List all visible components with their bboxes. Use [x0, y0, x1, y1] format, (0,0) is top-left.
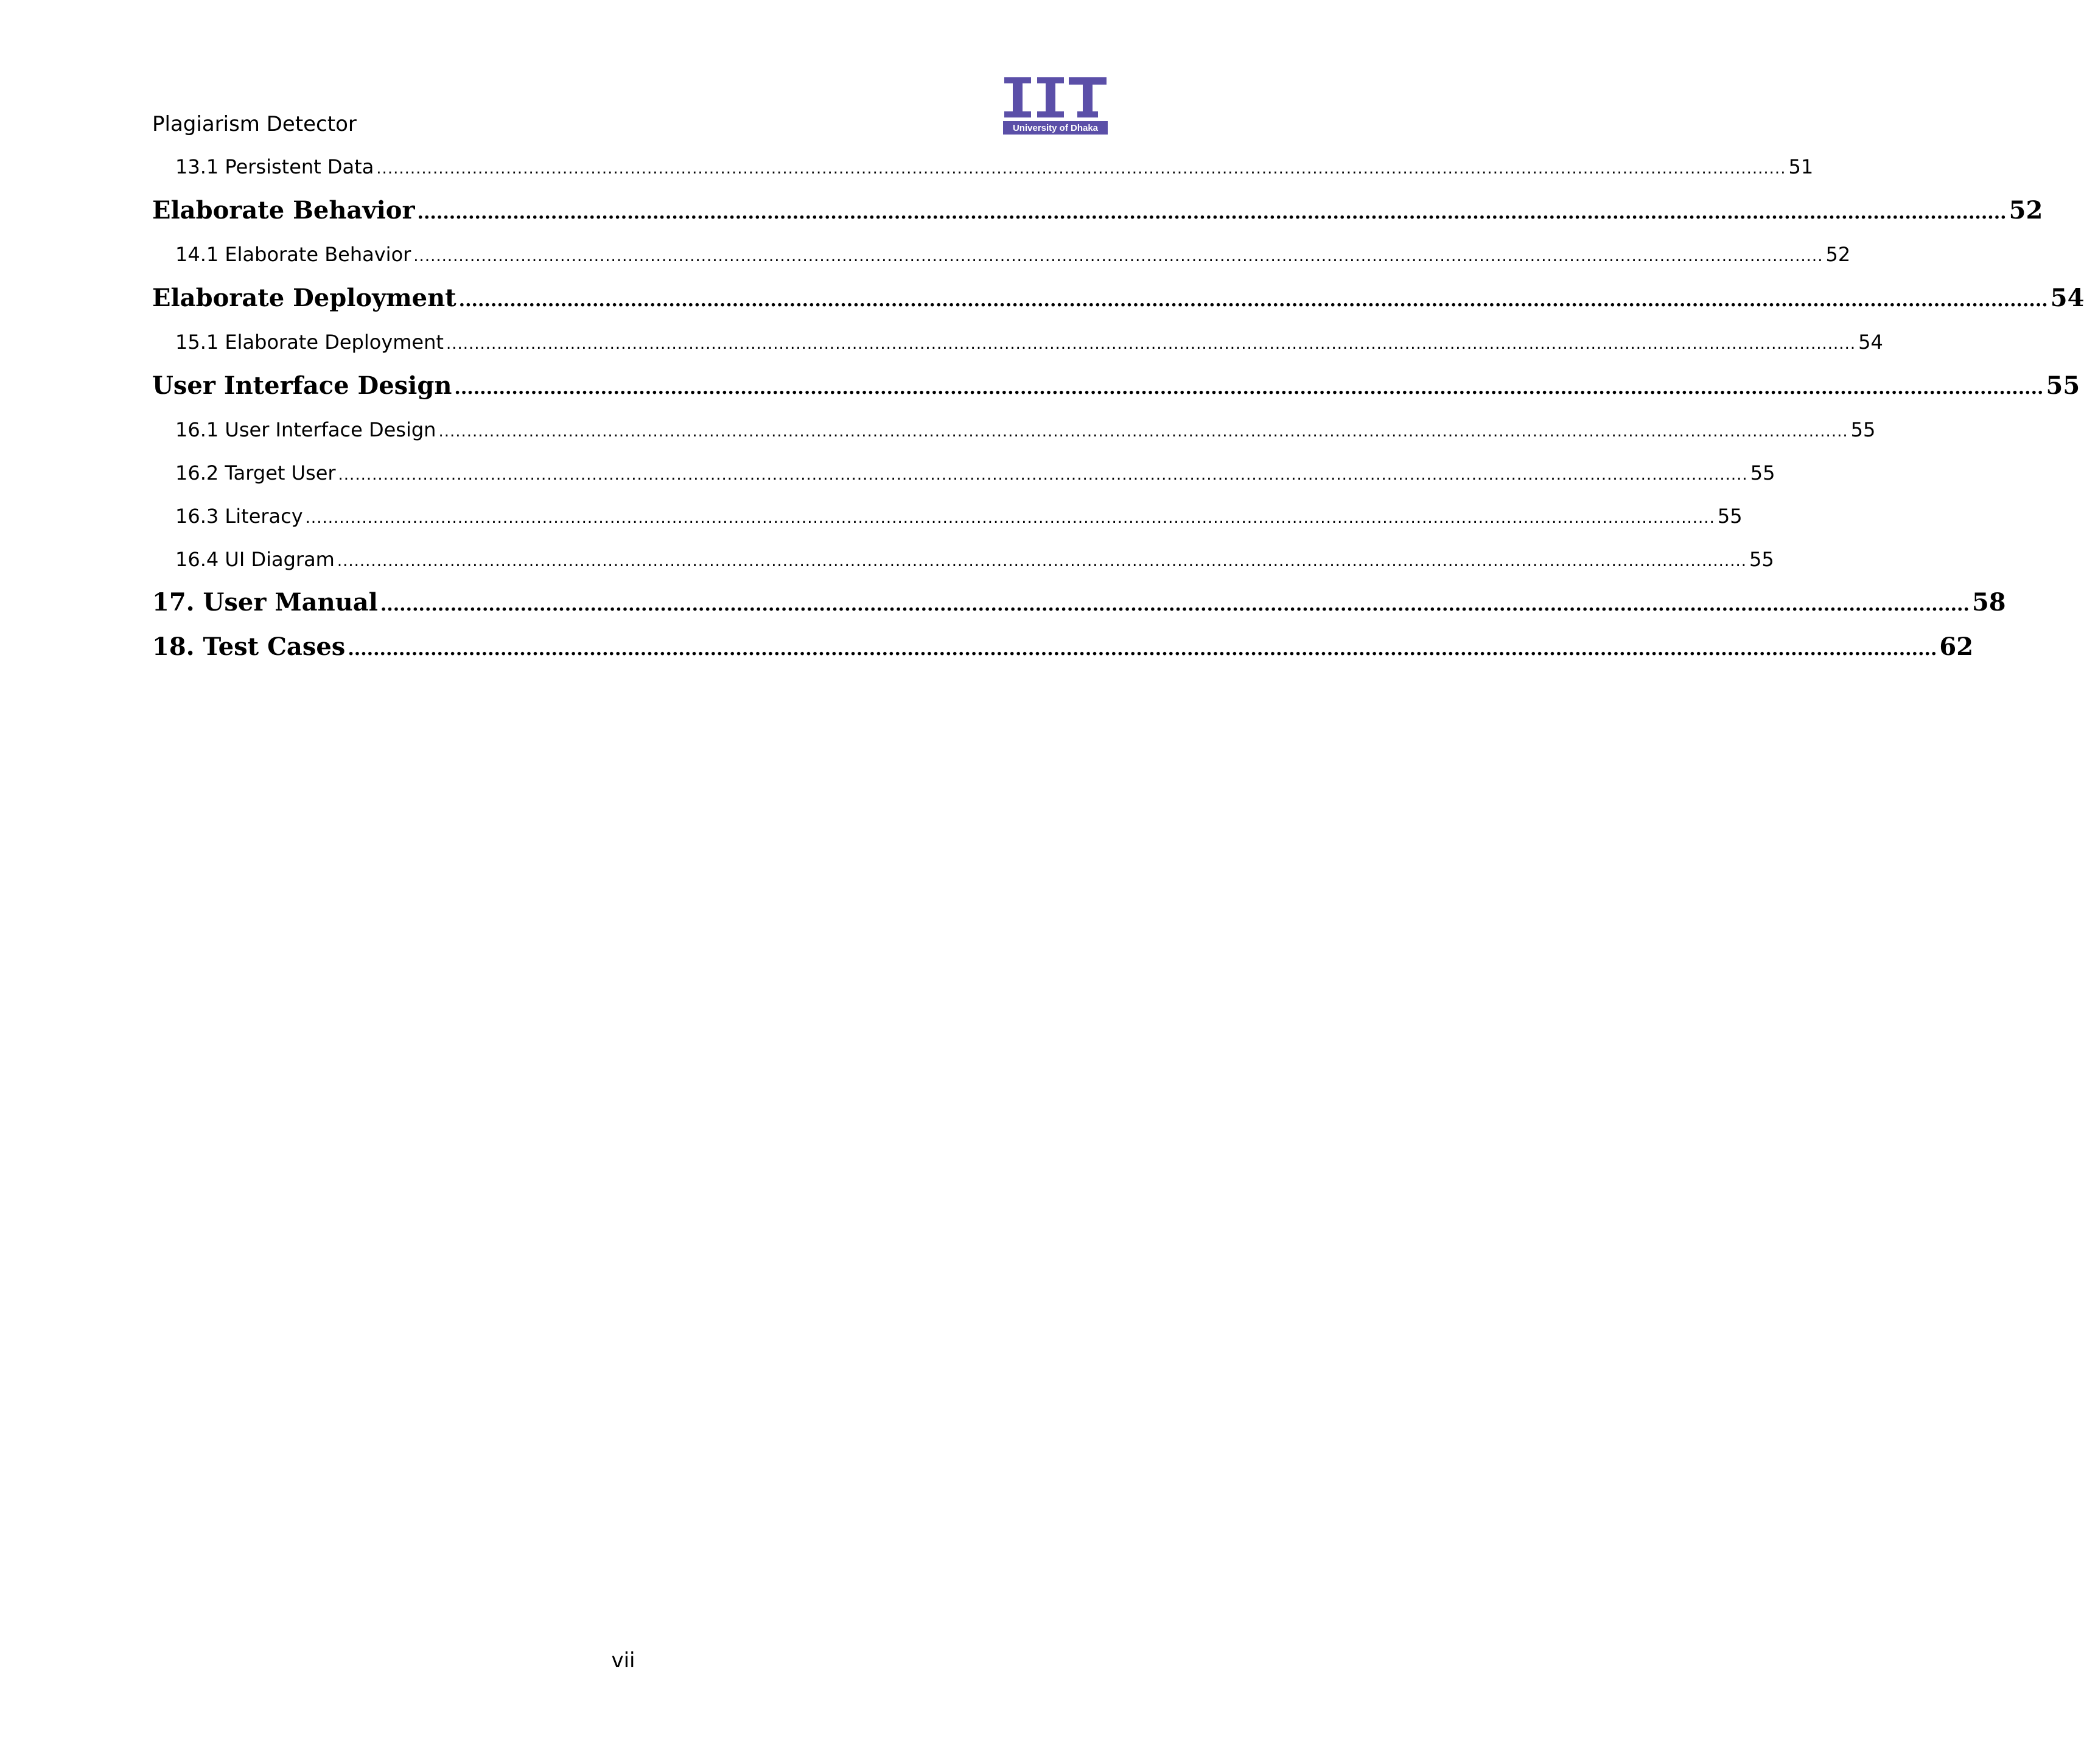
toc-entry-label: 16.4 UI Diagram [175, 548, 335, 571]
iit-logo [1003, 76, 1108, 135]
toc-entry-label: User Interface Design [152, 371, 452, 400]
document-header-title: Plagiarism Detector [152, 112, 357, 136]
toc-dot-leader: .......................................................................................................................................................................................................................................................... [380, 594, 1970, 615]
toc-entry-page: 51 [1788, 155, 1814, 178]
toc-entry-page: 54 [1858, 331, 1883, 354]
toc-entry-page: 55 [1850, 418, 1876, 441]
toc-dot-leader: .......................................................................................................................................................................................................................................................... [417, 202, 2007, 223]
toc-entry-page: 55 [1749, 548, 1774, 571]
toc-dot-leader: .......................................................................................................................................................................................................................................................... [458, 290, 2048, 311]
toc-entry [152, 195, 2043, 226]
toc-entry-label: 14.1 Elaborate Behavior [175, 243, 411, 266]
toc-entry [152, 282, 2084, 314]
toc-entry-label: 18. Test Cases [152, 632, 346, 661]
toc-entry [175, 416, 1876, 443]
toc-entry [152, 370, 2080, 402]
toc-entry-label: 16.3 Literacy [175, 505, 303, 528]
toc-entry [175, 503, 1743, 530]
toc-entry-label: 16.1 User Interface Design [175, 418, 436, 441]
toc-entry [175, 153, 1814, 180]
toc-entry [175, 241, 1851, 268]
toc-dot-leader: .......................................................................................................................................................................................................................................................... [438, 422, 1848, 441]
toc-entry-page: 52 [1825, 243, 1851, 266]
toc-entry [175, 546, 1774, 573]
logo-subtext: University of Dhaka [1012, 123, 1099, 133]
toc-dot-leader: .......................................................................................................................................................................................................................................................... [376, 159, 1786, 178]
toc-entry-label: Elaborate Deployment [152, 284, 456, 312]
toc-dot-leader: .......................................................................................................................................................................................................................................................... [454, 377, 2044, 399]
toc-entry [152, 631, 1974, 663]
toc-entry-page: 52 [2009, 196, 2043, 225]
toc-entry-label: 16.2 Target User [175, 461, 336, 485]
toc-entry-page: 55 [2046, 371, 2080, 400]
toc-entry-label: 17. User Manual [152, 588, 378, 617]
toc-entry-label: 15.1 Elaborate Deployment [175, 331, 444, 354]
toc-entry-page: 55 [1717, 505, 1743, 528]
toc-entry-label: Elaborate Behavior [152, 196, 415, 225]
toc-entry [152, 587, 2006, 618]
toc-dot-leader: .......................................................................................................................................................................................................................................................... [446, 335, 1856, 353]
toc-entry-page: 58 [1971, 588, 2006, 617]
toc-entry-page: 55 [1750, 461, 1775, 485]
toc-dot-leader: .......................................................................................................................................................................................................................................................... [348, 639, 1937, 660]
toc-dot-leader: .......................................................................................................................................................................................................................................................... [413, 247, 1824, 265]
toc-entry-page: 54 [2050, 284, 2084, 312]
toc-dot-leader: .......................................................................................................................................................................................................................................................... [337, 552, 1747, 570]
page-number: vii [611, 1648, 635, 1673]
toc-dot-leader: .......................................................................................................................................................................................................................................................... [338, 466, 1748, 484]
toc-entry-page: 62 [1939, 632, 1974, 661]
toc-dot-leader: .......................................................................................................................................................................................................................................................... [305, 509, 1715, 527]
toc-entry [175, 460, 1775, 486]
toc-entry-label: 13.1 Persistent Data [175, 155, 374, 178]
toc-entry [175, 329, 1883, 355]
